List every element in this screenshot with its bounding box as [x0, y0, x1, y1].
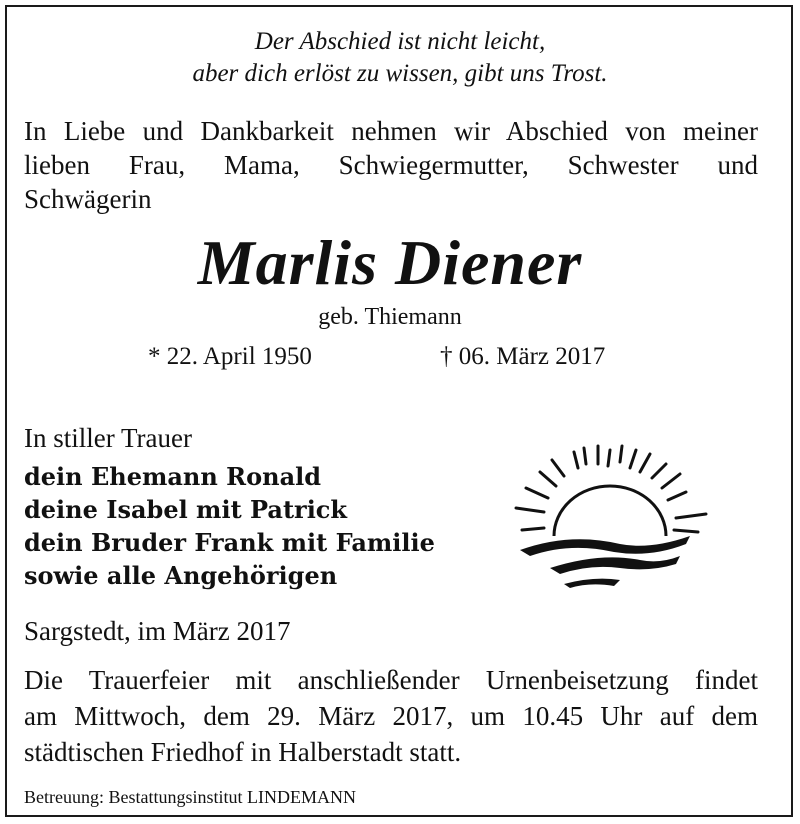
footer-undertaker: Betreuung: Bestattungsinstitut LINDEMANN [24, 787, 356, 807]
intro-line-1: In Liebe und Dankbarkeit nehmen wir Abschied von meiner [24, 116, 758, 146]
mourner-1: dein Ehemann Ronald [24, 462, 322, 491]
birth-name: geb. Thiemann [318, 304, 462, 330]
quote-line-2: aber dich erlöst zu wissen, gibt uns Trost. [192, 60, 608, 87]
intro-line-3: Schwägerin [24, 184, 152, 214]
mourner-3: dein Bruder Frank mit Familie [24, 528, 435, 557]
funeral-line-3: städtischen Friedhof in Halberstadt statt. [24, 737, 462, 767]
mourner-4: sowie alle Angehörigen [24, 561, 338, 590]
mourner-2: deine Isabel mit Patrick [24, 495, 348, 524]
quote-line-1: Der Abschied ist nicht leicht, [254, 28, 546, 55]
place-date: Sargstedt, im März 2017 [24, 616, 291, 646]
sunset-icon [510, 440, 720, 590]
mourning-heading: In stiller Trauer [24, 423, 192, 453]
funeral-line-2: am Mittwoch, dem 29. März 2017, um 10.45 Uhr auf dem [24, 701, 758, 731]
intro-line-2: lieben Frau, Mama, Schwiegermutter, Schwester und [24, 150, 758, 180]
birth-date: * 22. April 1950 [148, 343, 312, 370]
funeral-line-1: Die Trauerfeier mit anschließender Urnenbeisetzung findet [24, 665, 758, 695]
death-date: † 06. März 2017 [440, 343, 606, 370]
deceased-name: Marlis Diener [197, 227, 583, 298]
